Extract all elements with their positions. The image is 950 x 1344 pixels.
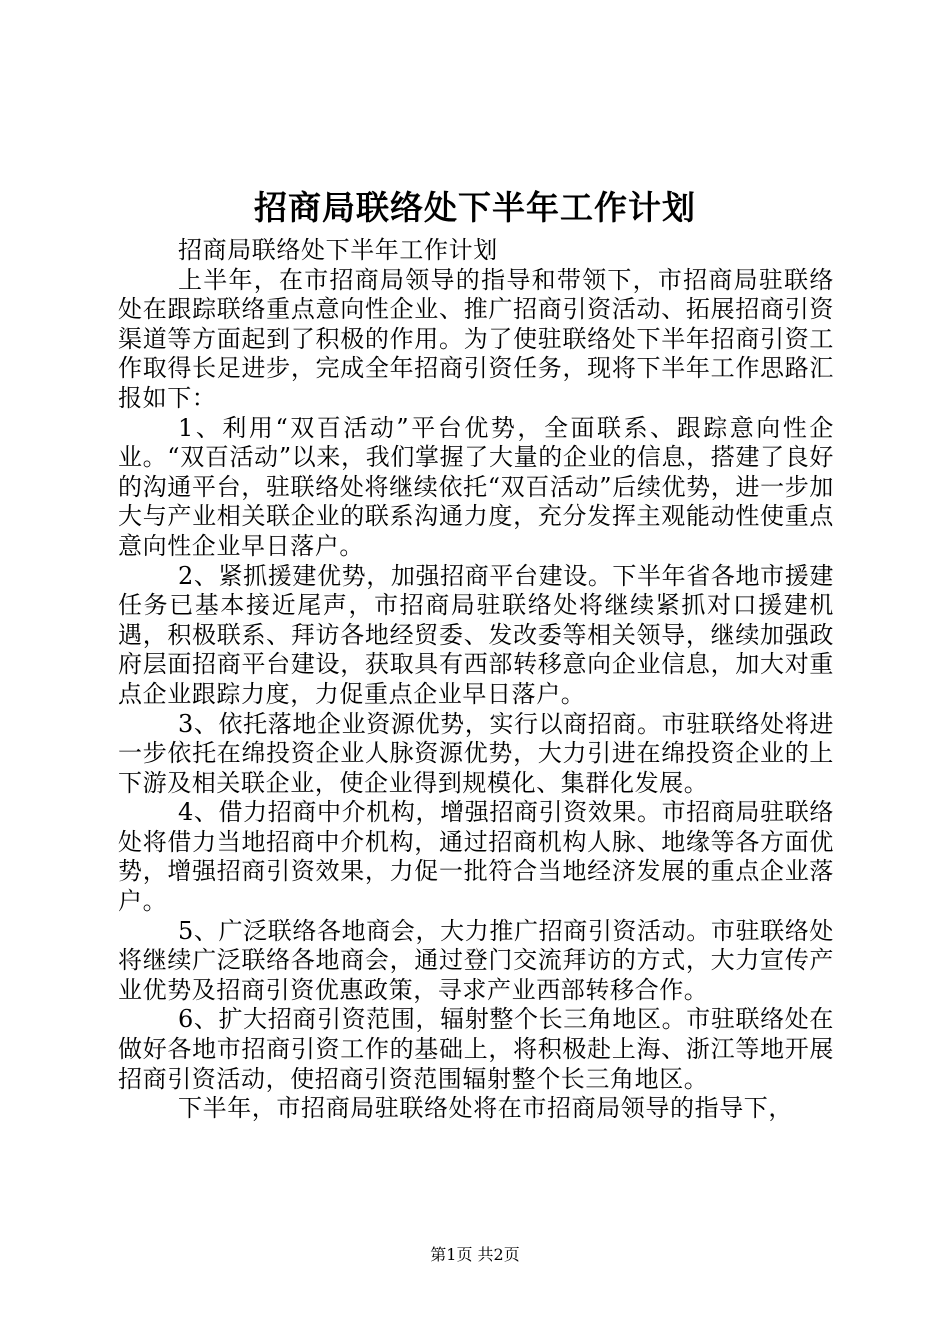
paragraph-item-2: 2、紧抓援建优势，加强招商平台建设。下半年省各地市援建任务已基本接近尾声，市招商局驻联络处将继续紧抓对口援建机遇，积极联系、拜访各地经贸委、发改委等相关领导，继续加强政府层面招商平台建设，获取具有西部转移意向企业信息，加大对重点企业跟踪力度，力促重点企业早日落户。 [118,561,834,708]
paragraph-subtitle: 招商局联络处下半年工作计划 [178,236,498,264]
document-title: 招商局联络处下半年工作计划 [254,188,696,227]
paragraph-item-5: 5、广泛联络各地商会，大力推广招商引资活动。市驻联络处将继续广泛联络各地商会，通过登门交流拜访的方式，大力宣传产业优势及招商引资优惠政策，寻求产业西部转移合作。 [118,916,834,1004]
paragraph-closing: 下半年，市招商局驻联络处将在市招商局领导的指导下， [178,1094,793,1123]
document-body [118,236,834,1124]
paragraph-item-6: 6、扩大招商引资范围，辐射整个长三角地区。市驻联络处在做好各地市招商引资工作的基础上，将积极赴上海、浙江等地开展招商引资活动，使招商引资范围辐射整个长三角地区。 [118,1005,834,1093]
paragraph-item-3: 3、依托落地企业资源优势，实行以商招商。市驻联络处将进一步依托在绵投资企业人脉资源优势，大力引进在绵投资企业的上下游及相关联企业，使企业得到规模化、集群化发展。 [118,709,834,797]
paragraph-item-1: 1、利用“双百活动”平台优势，全面联系、跟踪意向性企业。“双百活动”以来，我们掌握了大量的企业的信息，搭建了良好的沟通平台，驻联络处将继续依托“双百活动”后续优势，进一步加大与产业相关联企业的联系沟通力度，充分发挥主观能动性使重点意向性企业早日落户。 [118,413,834,560]
paragraph-intro: 上半年，在市招商局领导的指导和带领下，市招商局驻联络处在跟踪联络重点意向性企业、推广招商引资活动、拓展招商引资渠道等方面起到了积极的作用。为了使驻联络处下半年招商引资工作取得长足进步，完成全年招商引资任务，现将下半年工作思路汇报如下： [118,265,834,412]
paragraph-item-4: 4、借力招商中介机构，增强招商引资效果。市招商局驻联络处将借力当地招商中介机构，通过招商机构人脉、地缘等各方面优势，增强招商引资效果，力促一批符合当地经济发展的重点企业落户。 [118,798,834,916]
page-number-footer: 第1页 共2页 [430,1245,520,1264]
